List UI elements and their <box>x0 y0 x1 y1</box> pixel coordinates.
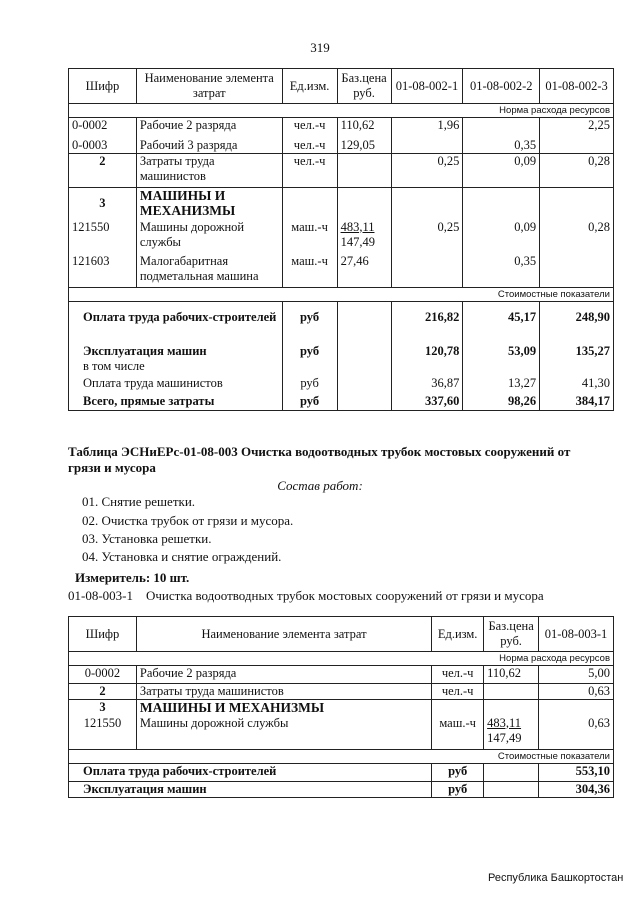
total-price <box>337 394 391 410</box>
total-price <box>484 764 539 782</box>
cell-value: 0,35 <box>463 138 540 154</box>
total-row <box>69 394 614 410</box>
cell-price <box>484 684 539 700</box>
cell-value: 0,25 <box>391 220 463 254</box>
total-value: 304,36 <box>539 782 614 798</box>
total-name: Оплата труда рабочих-строителей <box>69 764 432 782</box>
table-title: Таблица ЭСНиЕРс-01-08-003 Очистка водоотводных трубок мостовых сооружений от грязи и мусора <box>68 444 571 475</box>
cell-unit: маш.-ч <box>282 254 337 288</box>
cell-name: Затраты труда машинистов <box>136 684 431 700</box>
total-price <box>337 310 391 344</box>
footer-region: Республика Башкортостан <box>488 872 624 884</box>
total-unit: руб <box>432 782 484 798</box>
cell-code: 121603 <box>69 254 137 288</box>
cell-value <box>539 700 614 716</box>
table-row <box>69 666 614 684</box>
cell-value: 2,25 <box>540 118 614 138</box>
section-label: Норма расхода ресурсов <box>69 652 614 666</box>
table-row <box>69 118 614 138</box>
total-unit: руб <box>432 764 484 782</box>
section-row <box>69 288 614 302</box>
table-row <box>69 188 614 220</box>
cell-value: 0,35 <box>463 254 540 288</box>
norm-code-line: 01-08-003-1 Очистка водоотводных трубок мостовых сооружений от грязи и мусора <box>68 588 544 603</box>
price-secondary: 147,49 <box>340 234 375 249</box>
cell-value: 1,96 <box>391 118 463 138</box>
col-header: Ед.изм. <box>432 617 484 652</box>
cell-code: 0-0002 <box>69 666 137 684</box>
cell-price <box>337 220 391 254</box>
col-header: Шифр <box>69 617 137 652</box>
cell-price <box>337 188 391 220</box>
total-name: Оплата труда рабочих-строителей <box>69 310 283 344</box>
cell-value: 0,28 <box>540 220 614 254</box>
resource-table-003 <box>68 616 614 798</box>
price-base: 483,11 <box>340 219 375 234</box>
page-number: 319 <box>310 40 330 55</box>
cell-value <box>391 138 463 154</box>
total-value: 248,90 <box>540 310 614 344</box>
table-header-row <box>69 617 614 652</box>
cell-name: Рабочие 2 разряда <box>136 666 431 684</box>
cell-unit: маш.-ч <box>432 716 484 750</box>
cell-price <box>484 716 539 750</box>
table-row <box>69 716 614 750</box>
cell-value <box>463 118 540 138</box>
total-value: 135,27 <box>540 344 614 376</box>
total-unit: руб <box>282 344 337 376</box>
cell-code: 3 <box>69 700 137 716</box>
total-row <box>69 764 614 782</box>
section-label: Стоимостные показатели <box>69 750 614 764</box>
section-label: Норма расхода ресурсов <box>69 104 614 118</box>
measure-unit: Измеритель: 10 шт. <box>75 570 190 585</box>
cell-value: 0,25 <box>391 154 463 188</box>
cell-name: МАШИНЫ И МЕХАНИЗМЫ <box>136 700 431 716</box>
section-row <box>69 652 614 666</box>
cell-unit: чел.-ч <box>432 684 484 700</box>
cell-value: 5,00 <box>539 666 614 684</box>
cell-value <box>463 188 540 220</box>
total-value: 120,78 <box>391 344 463 376</box>
cell-price: 27,46 <box>337 254 391 288</box>
total-unit: руб <box>282 310 337 344</box>
col-header: 01-08-002-1 <box>391 69 463 104</box>
table-row <box>69 684 614 700</box>
cell-name: МАШИНЫ И МЕХАНИЗМЫ <box>136 188 282 220</box>
total-name: Всего, прямые затраты <box>69 394 283 410</box>
total-row <box>69 344 614 376</box>
works-title: Состав работ: <box>277 478 363 493</box>
total-name: Эксплуатация машин <box>69 782 432 798</box>
total-value: 41,30 <box>540 376 614 394</box>
work-item: 01. Снятие решетки. <box>82 494 196 509</box>
total-name <box>69 344 283 376</box>
total-value: 53,09 <box>463 344 540 376</box>
cell-value <box>391 254 463 288</box>
total-value: 98,26 <box>463 394 540 410</box>
cell-name: Рабочие 2 разряда <box>136 118 282 138</box>
cell-code: 2 <box>69 684 137 700</box>
total-value: 553,10 <box>539 764 614 782</box>
cell-price <box>337 154 391 188</box>
resource-table-002 <box>68 68 614 411</box>
price-base: 483,11 <box>487 715 522 730</box>
cell-name: Машины дорожной службы <box>136 220 282 254</box>
col-header: 01-08-002-2 <box>463 69 540 104</box>
col-header: Шифр <box>69 69 137 104</box>
cell-price <box>484 700 539 716</box>
table-row <box>69 700 614 716</box>
cell-code: 0-0003 <box>69 138 137 154</box>
cell-value: 0,09 <box>463 154 540 188</box>
cell-name: Машины дорожной службы <box>136 716 431 750</box>
cell-code: 121550 <box>69 220 137 254</box>
cell-price: 110,62 <box>484 666 539 684</box>
total-value: 13,27 <box>463 376 540 394</box>
col-header: Наименование элемента затрат <box>136 617 431 652</box>
cell-code: 121550 <box>69 716 137 750</box>
table-row <box>69 154 614 188</box>
total-price <box>484 782 539 798</box>
cell-value <box>540 188 614 220</box>
col-header: Ед.изм. <box>282 69 337 104</box>
col-header: 01-08-002-3 <box>540 69 614 104</box>
cell-price: 110,62 <box>337 118 391 138</box>
cell-price: 129,05 <box>337 138 391 154</box>
cell-code: 3 <box>69 188 137 220</box>
cell-value: 0,63 <box>539 716 614 750</box>
total-unit: руб <box>282 394 337 410</box>
cell-name: Малогабаритная подметальная машина <box>136 254 282 288</box>
cell-value <box>391 188 463 220</box>
total-row <box>69 376 614 394</box>
total-value: 216,82 <box>391 310 463 344</box>
total-row <box>69 310 614 344</box>
cell-code: 2 <box>69 154 137 188</box>
total-row <box>69 782 614 798</box>
section-label: Стоимостные показатели <box>69 288 614 302</box>
cell-value: 0,63 <box>539 684 614 700</box>
cell-value: 0,28 <box>540 154 614 188</box>
total-value: 36,87 <box>391 376 463 394</box>
cell-code: 0-0002 <box>69 118 137 138</box>
work-item: 03. Установка решетки. <box>82 531 212 546</box>
total-label: Эксплуатация машин <box>83 344 207 358</box>
total-name: Оплата труда машинистов <box>69 376 283 394</box>
cell-unit: чел.-ч <box>282 154 337 188</box>
col-header: Наименование элемента затрат <box>136 69 282 104</box>
table-row <box>69 254 614 288</box>
col-header: Баз.цена руб. <box>337 69 391 104</box>
col-header: 01-08-003-1 <box>539 617 614 652</box>
section-row <box>69 104 614 118</box>
table-row <box>69 138 614 154</box>
cell-unit: маш.-ч <box>282 220 337 254</box>
work-item: 02. Очистка трубок от грязи и мусора. <box>82 513 294 528</box>
cell-value <box>540 254 614 288</box>
cell-unit <box>282 188 337 220</box>
section-row <box>69 750 614 764</box>
cell-value: 0,09 <box>463 220 540 254</box>
price-secondary: 147,49 <box>487 730 522 745</box>
cell-name: Рабочий 3 разряда <box>136 138 282 154</box>
total-price <box>337 376 391 394</box>
cell-unit: чел.-ч <box>282 138 337 154</box>
table-header-row <box>69 69 614 104</box>
cell-unit: чел.-ч <box>282 118 337 138</box>
total-unit: руб <box>282 376 337 394</box>
table-row <box>69 220 614 254</box>
work-item: 04. Установка и снятие ограждений. <box>82 549 282 564</box>
total-sublabel: в том числе <box>83 359 145 373</box>
total-value: 337,60 <box>391 394 463 410</box>
col-header: Баз.цена руб. <box>484 617 539 652</box>
cell-name: Затраты труда машинистов <box>136 154 282 188</box>
total-value: 384,17 <box>540 394 614 410</box>
total-price <box>337 344 391 376</box>
cell-unit <box>432 700 484 716</box>
total-value: 45,17 <box>463 310 540 344</box>
cell-unit: чел.-ч <box>432 666 484 684</box>
cell-value <box>540 138 614 154</box>
